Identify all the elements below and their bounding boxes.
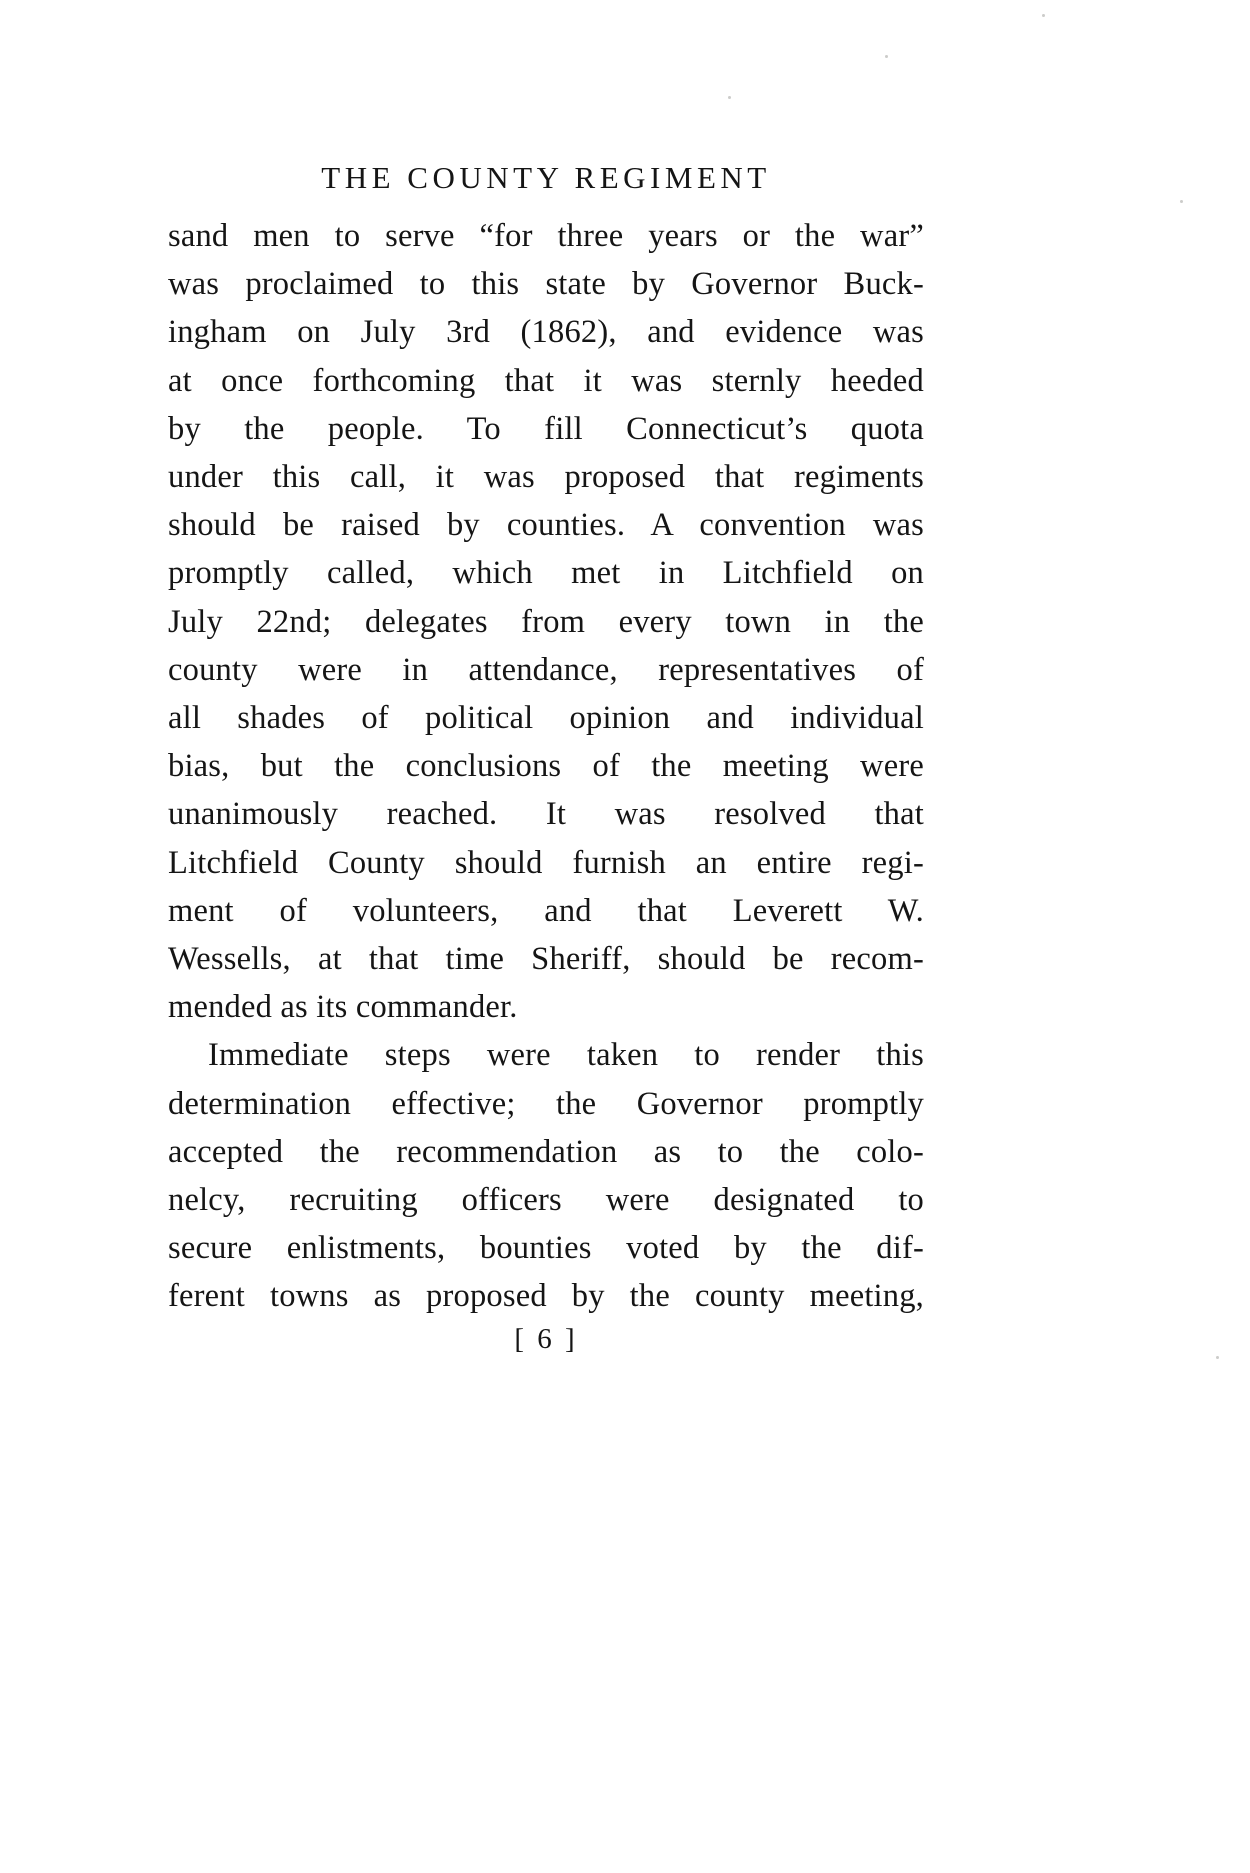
scan-speck [1216, 1356, 1219, 1359]
paragraph [168, 212, 924, 1031]
text-line: July 22nd; delegates from every town in the [168, 603, 924, 640]
text-line: ment of volunteers, and that Leverett W. [168, 892, 924, 929]
text-line: at once forthcoming that it was sternly heeded [168, 362, 924, 399]
text-line: ingham on July 3rd (1862), and evidence was [168, 314, 924, 351]
text-line: all shades of political opinion and individual [168, 700, 924, 737]
page-header: THE COUNTY REGIMENT [321, 160, 771, 195]
text-line: Immediate steps were taken to render this [208, 1037, 924, 1074]
text-line: ferent towns as proposed by the county meeting, [168, 1278, 924, 1315]
scan-speck [728, 96, 731, 99]
text-line: Wessells, at that time Sheriff, should be recom- [168, 941, 924, 978]
text-line: unanimously reached. It was resolved that [168, 796, 924, 833]
scan-speck [1180, 200, 1183, 203]
text-line: determination effective; the Governor promptly [168, 1085, 924, 1122]
text-line: Litchfield County should furnish an entire regi- [168, 844, 924, 881]
text-line: accepted the recommendation as to the colo- [168, 1133, 924, 1170]
text-line: nelcy, recruiting officers were designated to [168, 1182, 924, 1219]
text-line: under this call, it was proposed that regiments [168, 459, 924, 496]
text-line: was proclaimed to this state by Governor Buck- [168, 266, 924, 303]
text-line: bias, but the conclusions of the meeting were [168, 748, 924, 785]
text-line: sand men to serve “for three years or the war” [168, 218, 924, 254]
text-line: mended as its commander. [168, 989, 518, 1026]
text-line: promptly called, which met in Litchfield on [168, 555, 924, 592]
scan-speck [885, 55, 888, 58]
text-line: should be raised by counties. A convention was [168, 507, 924, 544]
scan-speck [1042, 14, 1045, 17]
text-line: secure enlistments, bounties voted by the dif- [168, 1230, 924, 1267]
page-number: [ 6 ] [514, 1322, 578, 1355]
text-line: county were in attendance, representatives of [168, 651, 924, 688]
page-content [168, 160, 924, 1356]
paragraph [168, 1031, 924, 1320]
text-line: by the people. To fill Connecticut’s quota [168, 410, 924, 447]
